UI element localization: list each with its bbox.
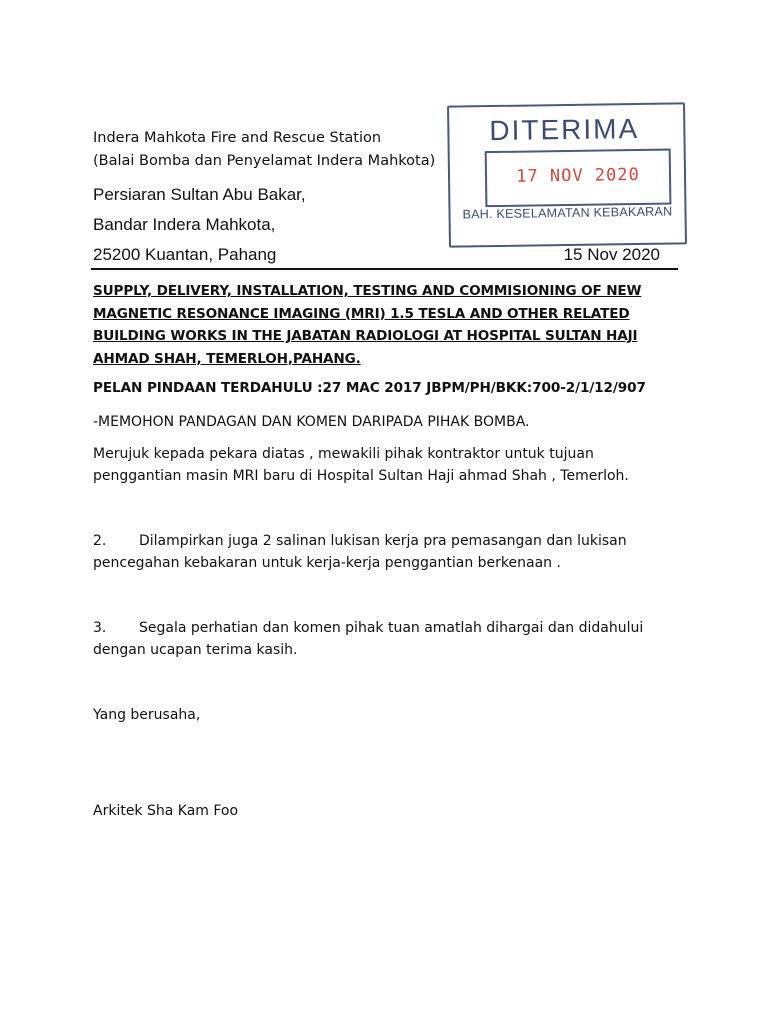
address-line-5: 25200 Kuantan, Pahang [93, 245, 277, 264]
paragraph-3-number: 3. [93, 620, 107, 636]
stamp-date: 17 NOV 2020 [516, 164, 640, 187]
subject-heading: SUPPLY, DELIVERY, INSTALLATION, TESTING AND COMMISIONING OF NEW MAGNETIC RESONANCE IMAGING (MRI) 1.5 TESLA AND OTHER RELATED BUILDING WORKS IN THE JABATAN RADIOLOGI AT HOSPITAL SULTAN HAJI AHMAD SHAH, TEMERLOH,PAHANG. [93, 283, 642, 367]
paragraph-3 [93, 617, 678, 661]
stamp-department: BAH. KESELAMATAN KEBAKARAN [462, 204, 673, 222]
paragraph-2-number: 2. [93, 533, 107, 549]
request-line: -MEMOHON PANDAGAN DAN KOMEN DARIPADA PIHAK BOMBA. [93, 414, 530, 430]
reference-line: PELAN PINDAAN TERDAHULU :27 MAC 2017 JBPM/PH/BKK:700-2/1/12/907 [93, 380, 646, 396]
received-stamp [447, 102, 687, 247]
address-line-1: Indera Mahkota Fire and Rescue Station [93, 130, 382, 146]
header-divider [91, 268, 678, 270]
stamp-title: DITERIMA [489, 112, 640, 147]
stamp-date-box [485, 149, 672, 208]
letter-date: 15 Nov 2020 [563, 245, 660, 264]
closing-line: Yang berusaha, [93, 707, 201, 723]
paragraph-2 [93, 530, 668, 574]
address-line-4: Bandar Indera Mahkota, [93, 215, 276, 234]
address-line-3: Persiaran Sultan Abu Bakar, [93, 185, 306, 204]
signatory-name: Arkitek Sha Kam Foo [93, 803, 239, 819]
paragraph-2-text: Dilampirkan juga 2 salinan lukisan kerja pra pemasangan dan lukisan pencegahan kebakaran untuk kerja-kerja penggantian berkenaan . [93, 533, 627, 571]
address-line-2: (Balai Bomba dan Penyelamat Indera Mahkota) [93, 153, 436, 169]
paragraph-3-text: Segala perhatian dan komen pihak tuan amatlah dihargai dan didahului dengan ucapan terima kasih. [93, 620, 644, 658]
paragraph-1: Merujuk kepada pekara diatas , mewakili pihak kontraktor untuk tujuan penggantian masin MRI baru di Hospital Sultan Haji ahmad Shah , Temerloh. [93, 446, 629, 484]
